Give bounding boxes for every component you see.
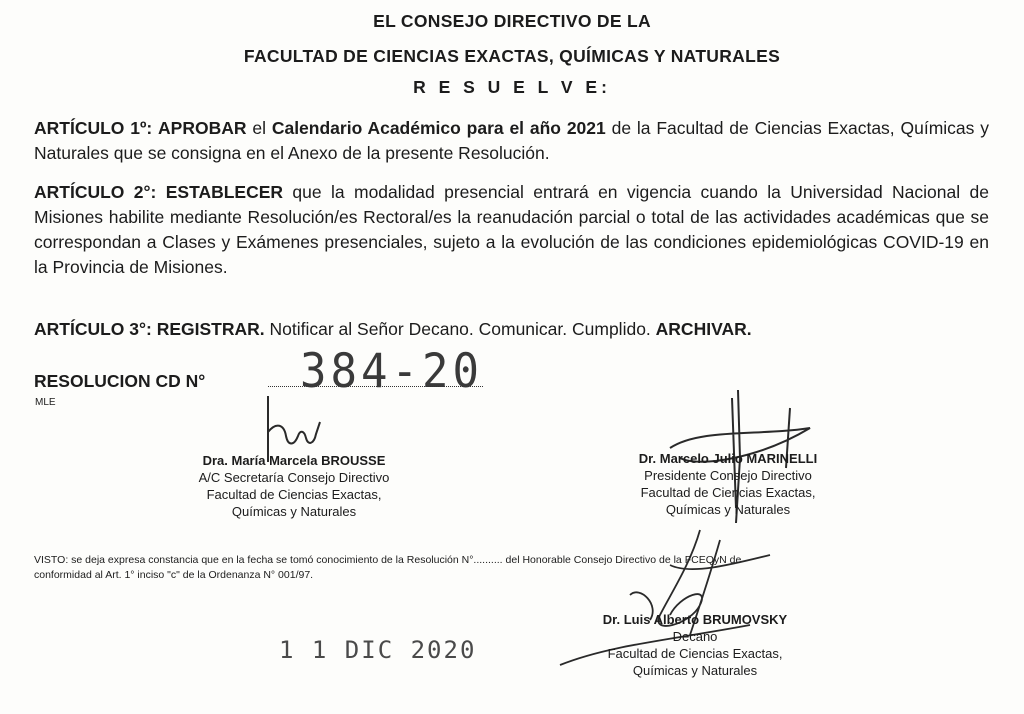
article-1-label: ARTÍCULO 1º: bbox=[34, 118, 153, 138]
secretary-name: Dra. María Marcela BROUSSE bbox=[202, 453, 386, 468]
article-1-text-c: de la Facultad de Ciencias Exactas, Químicas y Naturales que se consigna en el Anexo de la presente Resolución. bbox=[34, 118, 989, 163]
article-2-label: ARTÍCULO 2°: bbox=[34, 182, 157, 202]
secretary-role: A/C Secretaría Consejo Directivo bbox=[198, 470, 390, 485]
date-stamp: 1 1 DIC 2020 bbox=[279, 636, 477, 664]
visto-line-2: conformidad al Art. 1° inciso "c" de la Ordenanza N° 001/97. bbox=[34, 569, 314, 581]
article-2-verb: ESTABLECER bbox=[165, 182, 284, 202]
secretary-faculty-cont: Químicas y Naturales bbox=[231, 504, 357, 519]
dean-faculty: Facultad de Ciencias Exactas, bbox=[607, 646, 783, 661]
article-1-calendar: Calendario Académico para el año 2021 bbox=[271, 118, 606, 138]
resolution-label: RESOLUCION CD N° bbox=[34, 371, 206, 391]
article-3 bbox=[34, 317, 989, 342]
resolves-heading: R E S U E L V E: bbox=[413, 77, 611, 97]
president-faculty: Facultad de Ciencias Exactas, bbox=[640, 485, 816, 500]
dean-role: Decano bbox=[672, 629, 718, 644]
visto-line-1: VISTO: se deja expresa constancia que en la fecha se tomó conocimiento de la Resolución N°.......... del Honorable Consejo Directivo de la FCEQyN de bbox=[34, 554, 742, 566]
resolution-number-stamp: 384-20 bbox=[300, 343, 483, 400]
article-1 bbox=[34, 116, 989, 166]
president-faculty-cont: Químicas y Naturales bbox=[665, 502, 791, 517]
article-3-text: Notificar al Señor Decano. Comunicar. Cumplido. bbox=[264, 319, 656, 339]
article-1-text-a: el bbox=[246, 118, 272, 138]
dean-name: Dr. Luis Alberto BRUMOVSKY bbox=[602, 612, 788, 627]
president-role: Presidente Consejo Directivo bbox=[644, 468, 812, 483]
article-2 bbox=[34, 180, 989, 280]
president-name: Dr. Marcelo Julio MARINELLI bbox=[638, 451, 818, 466]
article-1-verb: APROBAR bbox=[158, 118, 247, 138]
council-heading: EL CONSEJO DIRECTIVO DE LA bbox=[373, 11, 651, 31]
article-3-label: ARTÍCULO 3°: bbox=[34, 319, 152, 339]
dean-faculty-cont: Químicas y Naturales bbox=[632, 663, 758, 678]
secretary-faculty: Facultad de Ciencias Exactas, bbox=[206, 487, 382, 502]
article-2-text: que la modalidad presencial entrará en vigencia cuando la Universidad Nacional de Misiones habilite mediante Resolución/es Rectoral/es la reanudación parcial o total de las actividades académicas que se correspondan a Clases y Exámenes presenciales, sujeto a la evolución de las condiciones epidemiológicas COVID-19 en la Provincia de Misiones. bbox=[34, 182, 989, 277]
signature-block-president bbox=[605, 450, 851, 518]
visto-note bbox=[34, 553, 990, 583]
signature-block-dean bbox=[566, 611, 824, 679]
typist-initials: MLE bbox=[35, 397, 56, 408]
signature-block-secretary bbox=[176, 452, 412, 520]
faculty-heading: FACULTAD DE CIENCIAS EXACTAS, QUÍMICAS Y NATURALES bbox=[243, 46, 781, 66]
article-3-archive: ARCHIVAR. bbox=[655, 319, 752, 339]
article-3-verb: REGISTRAR. bbox=[156, 319, 265, 339]
resolution-number-line bbox=[268, 386, 483, 387]
